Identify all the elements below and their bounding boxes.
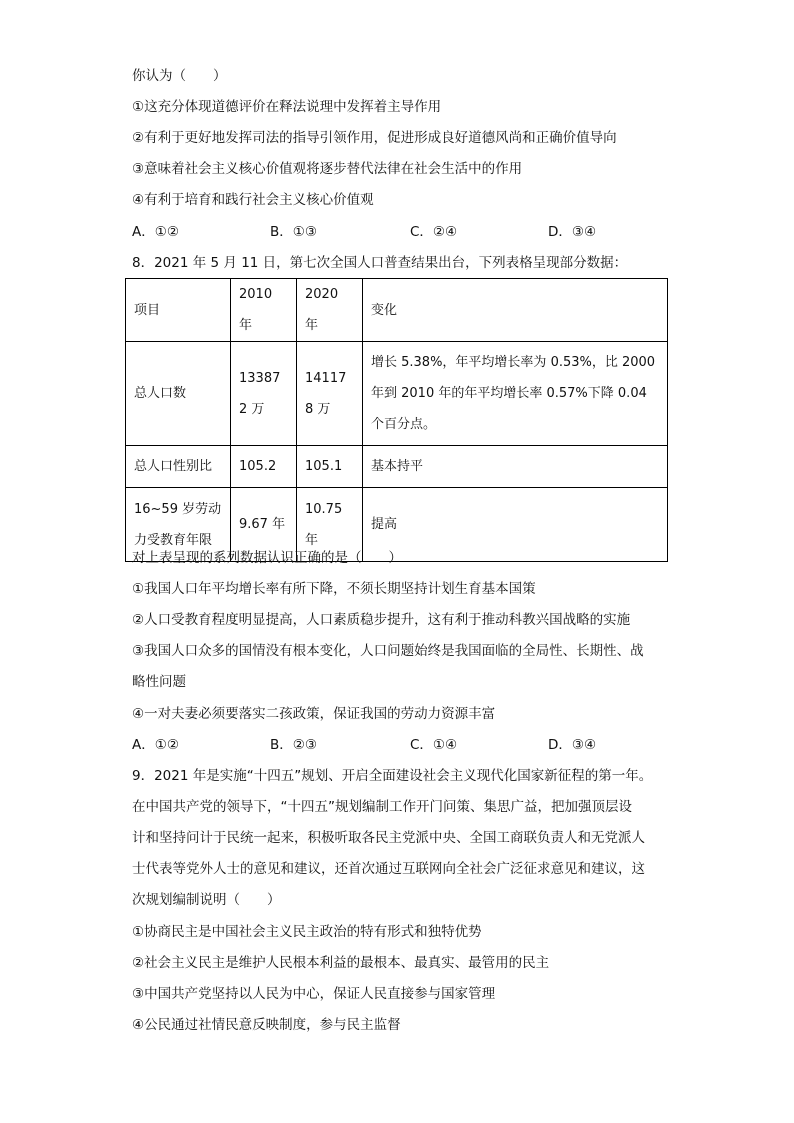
table-header-cell: 项目 xyxy=(126,279,231,342)
table-cell: 16~59 岁劳动力受教育年限 xyxy=(126,488,231,562)
q8-item-1: ①我国人口年平均增长率有所下降，不须长期坚持计划生育基本国策 xyxy=(132,581,536,597)
q8-item-3: ③我国人口众多的国情没有根本变化，人口问题始终是我国面临的全局性、长期性、战 xyxy=(132,643,644,659)
table-cell: 增长 5.38%，年平均增长率为 0.53%，比 2000 年到 2010 年的年平均增长率 0.57%下降 0.04 个百分点。 xyxy=(363,342,668,446)
q7-stem-end: 你认为（ ） xyxy=(132,68,227,84)
q9-item-2: ②社会主义民主是维护人民根本利益的最根本、最真实、最管用的民主 xyxy=(132,955,550,971)
q8-option-a: A．①② xyxy=(132,737,179,753)
q9-item-1: ①协商民主是中国社会主义民主政治的特有形式和独特优势 xyxy=(132,924,482,940)
q9-stem-line-1: 9．2021 年是实施“十四五”规划、开启全面建设社会主义现代化国家新征程的第一年。 xyxy=(132,768,653,784)
q7-option-b: B．①③ xyxy=(270,224,317,240)
q8-item-2: ②人口受教育程度明显提高，人口素质稳步提升，这有利于推动科教兴国战略的实施 xyxy=(132,612,631,628)
table-cell: 总人口数 xyxy=(126,342,231,446)
q7-item-2: ②有利于更好地发挥司法的指导引领作用，促进形成良好道德风尚和正确价值导向 xyxy=(132,130,617,146)
table-header-row xyxy=(126,279,668,342)
q8-item-4: ④一对夫妻必须要落实二孩政策，保证我国的劳动力资源丰富 xyxy=(132,706,496,722)
q9-item-3: ③中国共产党坚持以人民为中心，保证人民直接参与国家管理 xyxy=(132,986,496,1002)
table-row xyxy=(126,342,668,446)
q9-stem-line-5: 次规划编制说明（ ） xyxy=(132,892,281,908)
table-cell: 133872 万 xyxy=(231,342,297,446)
table-cell: 9.67 年 xyxy=(231,488,297,562)
q7-option-d: D．③④ xyxy=(548,224,597,240)
q7-option-a: A．①② xyxy=(132,224,179,240)
q8-item-3-cont: 略性问题 xyxy=(132,674,186,690)
q9-stem-line-2: 在中国共产党的领导下，“十四五”规划编制工作开门问策、集思广益，把加强顶层设 xyxy=(132,799,632,815)
q8-option-c: C．①④ xyxy=(410,737,458,753)
table-cell: 提高 xyxy=(363,488,668,562)
q8-option-b: B．②③ xyxy=(270,737,317,753)
q7-item-3: ③意味着社会主义核心价值观将逐步替代法律在社会生活中的作用 xyxy=(132,161,523,177)
table-header-cell: 2020 年 xyxy=(297,279,363,342)
population-table xyxy=(125,278,668,562)
q7-item-4: ④有利于培育和践行社会主义核心价值观 xyxy=(132,192,374,208)
table-cell: 总人口性别比 xyxy=(126,446,231,488)
table-cell: 10.75 年 xyxy=(297,488,363,562)
q9-stem-line-3: 计和坚持问计于民统一起来，积极听取各民主党派中央、全国工商联负责人和无党派人 xyxy=(132,830,645,846)
table-cell: 141178 万 xyxy=(297,342,363,446)
table-cell: 基本持平 xyxy=(363,446,668,488)
table-header-cell: 变化 xyxy=(363,279,668,342)
table-cell: 105.2 xyxy=(231,446,297,488)
q9-item-4: ④公民通过社情民意反映制度，参与民主监督 xyxy=(132,1017,401,1033)
q9-stem-line-4: 士代表等党外人士的意见和建议，还首次通过互联网向全社会广泛征求意见和建议，这 xyxy=(132,861,645,877)
q8-stem: 8．2021 年 5 月 11 日，第七次全国人口普查结果出台，下列表格呈现部分数据： xyxy=(132,255,628,271)
table-header-cell: 2010 年 xyxy=(231,279,297,342)
q7-item-1: ①这充分体现道德评价在释法说理中发挥着主导作用 xyxy=(132,99,442,115)
q7-option-c: C．②④ xyxy=(410,224,458,240)
q8-options xyxy=(132,735,652,755)
q8-option-d: D．③④ xyxy=(548,737,597,753)
table-cell: 105.1 xyxy=(297,446,363,488)
q7-options xyxy=(132,222,652,242)
table-row xyxy=(126,446,668,488)
q8-question: 对上表呈现的系列数据认识正确的是（ ） xyxy=(132,550,402,566)
